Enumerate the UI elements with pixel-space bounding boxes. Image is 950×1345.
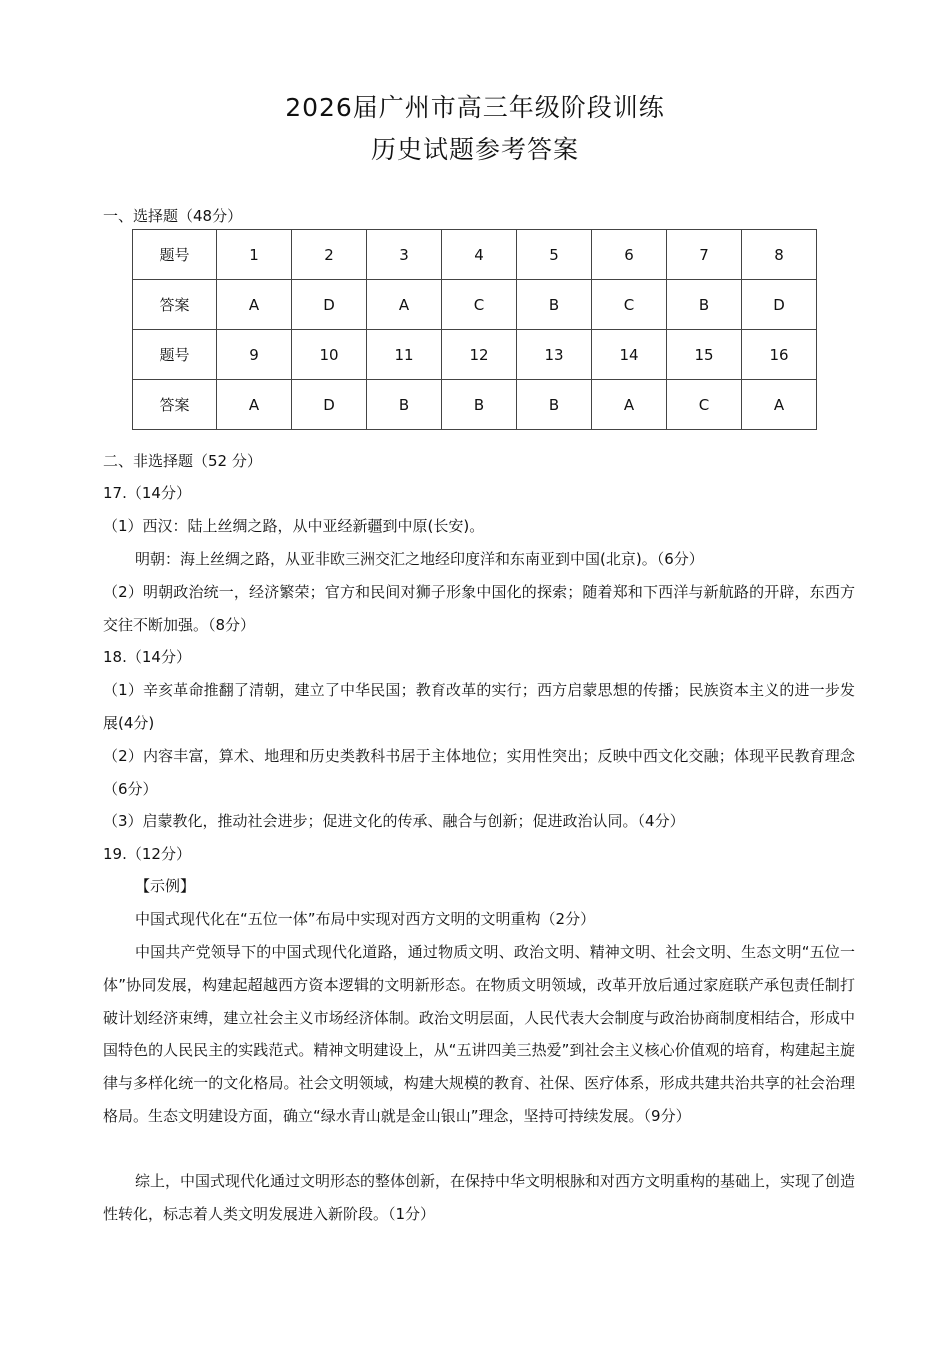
table-cell: 4 [442, 230, 517, 280]
answer-table [132, 229, 817, 430]
q17-answer-2: （2）明朝政治统一，经济繁荣；官方和民间对狮子形象中国化的探索；随着郑和下西洋与新航路的开辟，东西方交往不断加强。（8分） [103, 583, 855, 634]
table-cell: 14 [592, 330, 667, 380]
table-cell: 11 [367, 330, 442, 380]
table-cell: A [367, 280, 442, 330]
table-cell: C [667, 380, 742, 430]
table-cell: 16 [742, 330, 817, 380]
q17-answer-1: （1）西汉：陆上丝绸之路，从中亚经新疆到中原(长安)。 [103, 517, 485, 535]
q17-answer-1b: 明朝：海上丝绸之路，从亚非欧三洲交汇之地经印度洋和东南亚到中国(北京)。（6分） [135, 550, 704, 568]
table-cell: A [217, 280, 292, 330]
table-cell: 2 [292, 230, 367, 280]
q19-heading: 19.（12分） [103, 845, 191, 863]
section2-heading: 二、非选择题（52 分） [103, 452, 262, 470]
table-cell: D [292, 380, 367, 430]
q18-answer-2: （2）内容丰富，算术、地理和历史类教科书居于主体地位；实用性突出；反映中西文化交融；体现平民教育理念（6分） [103, 747, 855, 798]
q18-answer-1: （1）辛亥革命推翻了清朝，建立了中华民国；教育改革的实行；西方启蒙思想的传播；民族资本主义的进一步发展(4分) [103, 681, 855, 732]
table-row [133, 230, 817, 280]
table-row-label: 题号 [133, 230, 217, 280]
q19-conclusion: 综上，中国式现代化通过文明形态的整体创新，在保持中华文明根脉和对西方文明重构的基础上，实现了创造性转化，标志着人类文明发展进入新阶段。（1分） [103, 1172, 856, 1223]
table-cell: D [292, 280, 367, 330]
table-row [133, 280, 817, 330]
table-row-label: 答案 [133, 280, 217, 330]
table-cell: 1 [217, 230, 292, 280]
section1-heading: 一、选择题（48分） [103, 207, 243, 225]
table-cell: 12 [442, 330, 517, 380]
table-cell: B [367, 380, 442, 430]
table-row-label: 题号 [133, 330, 217, 380]
table-cell: 5 [517, 230, 592, 280]
table-cell: 6 [592, 230, 667, 280]
table-cell: 3 [367, 230, 442, 280]
q18-answer-3: （3）启蒙教化，推动社会进步；促进文化的传承、融合与创新；促进政治认同。（4分） [103, 812, 685, 830]
table-cell: A [592, 380, 667, 430]
table-row-label: 答案 [133, 380, 217, 430]
table-cell: 15 [667, 330, 742, 380]
q19-body: 中国共产党领导下的中国式现代化道路，通过物质文明、政治文明、精神文明、社会文明、生态文明“五位一体”协同发展，构建起超越西方资本逻辑的文明新形态。在物质文明领域，改革开放后通过家庭联产承包责任制打破计划经济束缚，建立社会主义市场经济体制。政治文明层面，人民代表大会制度与政治协商制度相结合，形成中国特色的人民民主的实践范式。精神文明建设上，从“五讲四美三热爱”到社会主义核心价值观的培育，构建起主旋律与多样化统一的文化格局。社会文明领域，构建大规模的教育、社保、医疗体系，形成共建共治共享的社会治理格局。生态文明建设方面，确立“绿水青山就是金山银山”理念，坚持可持续发展。（9分） [103, 943, 855, 1125]
q18-heading: 18.（14分） [103, 648, 191, 666]
table-cell: A [217, 380, 292, 430]
title-line1: 2026届广州市高三年级阶段训练 [285, 93, 665, 122]
table-cell: 7 [667, 230, 742, 280]
table-cell: C [442, 280, 517, 330]
table-cell: C [592, 280, 667, 330]
q19-thesis: 中国式现代化在“五位一体”布局中实现对西方文明的文明重构（2分） [135, 910, 596, 928]
table-cell: D [742, 280, 817, 330]
table-cell: 13 [517, 330, 592, 380]
table-cell: 9 [217, 330, 292, 380]
table-row [133, 330, 817, 380]
table-cell: A [742, 380, 817, 430]
table-row [133, 380, 817, 430]
table-cell: 8 [742, 230, 817, 280]
title-line2: 历史试题参考答案 [370, 135, 579, 164]
table-cell: 10 [292, 330, 367, 380]
q19-example-label: 【示例】 [135, 877, 196, 895]
table-cell: B [517, 280, 592, 330]
q17-heading: 17.（14分） [103, 484, 191, 502]
table-cell: B [667, 280, 742, 330]
table-cell: B [517, 380, 592, 430]
table-cell: B [442, 380, 517, 430]
